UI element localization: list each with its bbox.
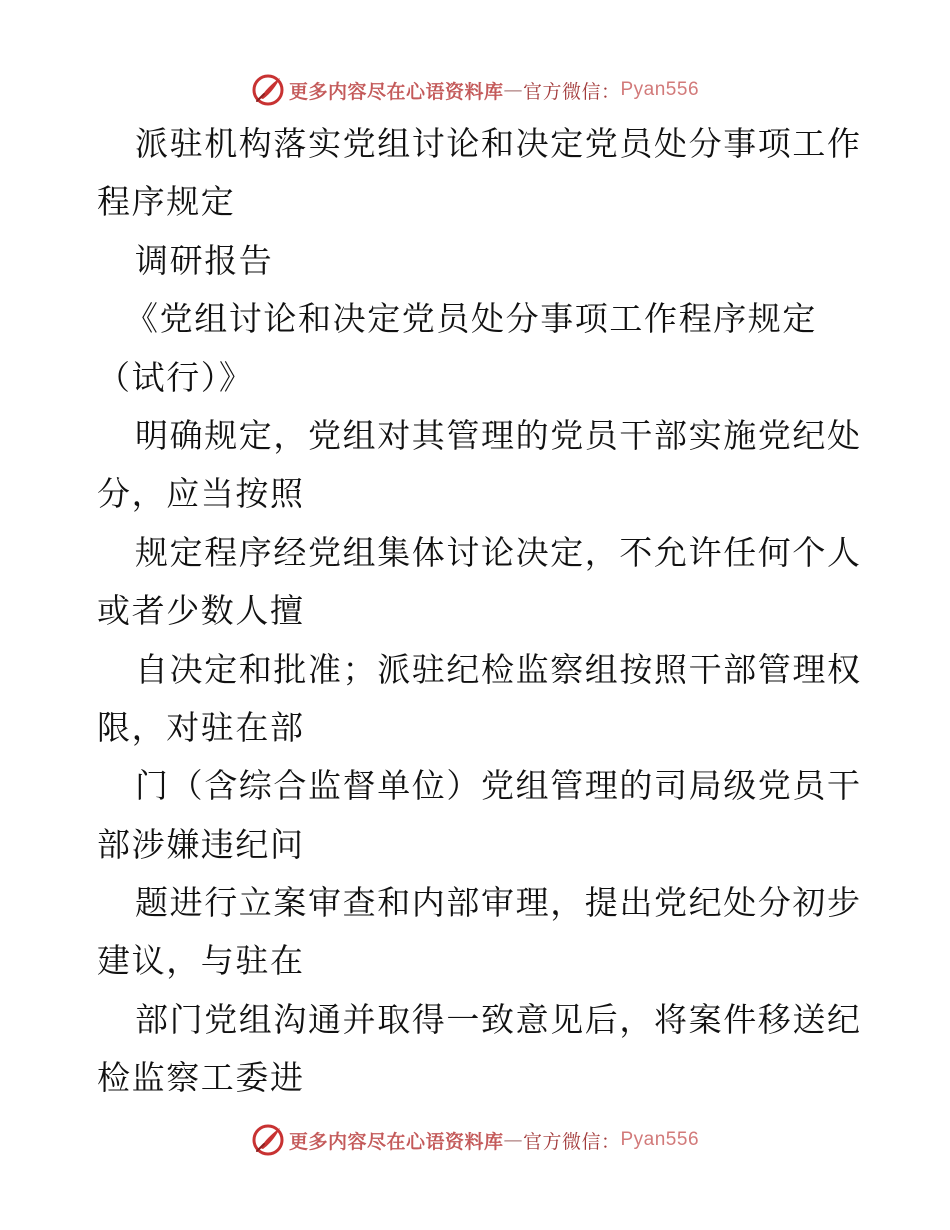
doc-paragraph-line: 规定程序经党组集体讨论决定，不允许任何个人 [135, 532, 862, 572]
doc-paragraph-line: 门（含综合监督单位）党组管理的司局级党员干 [135, 766, 862, 806]
banner-wechat-id: Pyan556 [620, 79, 700, 100]
doc-title-line-2: 程序规定 [97, 182, 236, 222]
doc-paragraph-line: 部涉嫌违纪问 [97, 824, 305, 864]
banner-wechat-label: 官方微信： [522, 1130, 621, 1153]
doc-paragraph-line: 自决定和批准；派驻纪检监察组按照干部管理权 [135, 649, 862, 689]
doc-paragraph-line: 明确规定，党组对其管理的党员干部实施党纪处 [135, 415, 862, 455]
doc-paragraph-line: 或者少数人擅 [97, 591, 305, 631]
doc-paragraph-line: 《党组讨论和决定党员处分事项工作程序规定 [125, 299, 817, 339]
doc-paragraph-line: 部门党组沟通并取得一致意见后，将案件移送纪 [135, 999, 862, 1039]
doc-paragraph-line: 建议，与驻在 [97, 941, 305, 981]
doc-paragraph-line: 限，对驻在部 [97, 707, 305, 747]
doc-paragraph-line: 分，应当按照 [97, 474, 305, 514]
doc-paragraph-line: （试行）》 [97, 357, 254, 397]
document-body [97, 115, 862, 1108]
banner-wechat-id: Pyan556 [620, 1129, 700, 1150]
feather-pen-logo-icon [251, 73, 285, 107]
banner-promo-text: 更多内容尽在心语资料库 [288, 1130, 504, 1153]
banner-dash: — [503, 79, 523, 101]
feather-pen-logo-icon [251, 1123, 285, 1157]
doc-paragraph-line: 题进行立案审查和内部审理，提出党纪处分初步 [135, 883, 862, 923]
banner-wechat-label: 官方微信： [522, 80, 621, 103]
header-banner [0, 70, 950, 110]
doc-subtitle: 调研报告 [135, 240, 274, 280]
banner-promo-text: 更多内容尽在心语资料库 [288, 80, 504, 103]
footer-banner [0, 1120, 950, 1160]
doc-title-line-1: 派驻机构落实党组讨论和决定党员处分事项工作 [135, 124, 862, 163]
banner-dash: — [503, 1129, 523, 1151]
doc-paragraph-line: 检监察工委进 [97, 1058, 305, 1098]
